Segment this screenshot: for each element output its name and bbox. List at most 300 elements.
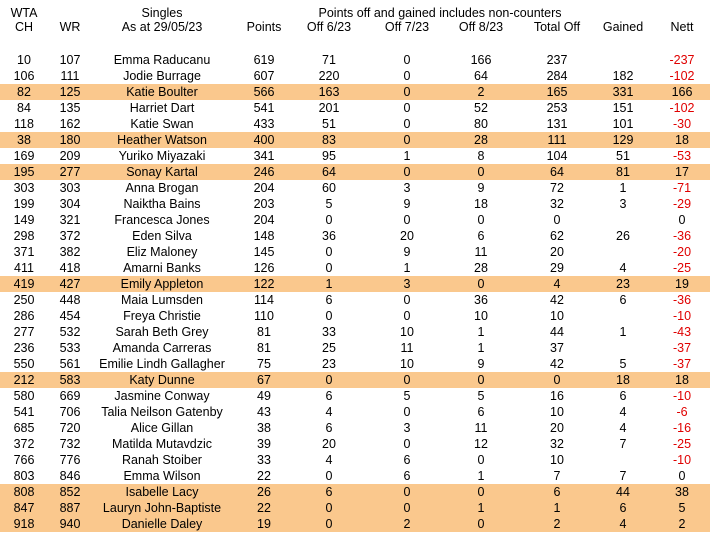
table-row [0,388,710,404]
cell-gained: 44 [616,485,630,499]
cell-wr: 135 [59,101,81,115]
cell-nett: 0 [678,213,686,227]
header-off-6: Off 6/23 [306,20,352,34]
cell-wta-ch: 766 [13,453,35,467]
table-row [0,436,710,452]
cell-player: Heather Watson [117,133,207,147]
cell-nett: 5 [678,501,686,515]
cell-off-6: 1 [325,277,333,291]
cell-off-7: 3 [403,277,411,291]
cell-wr: 532 [59,325,81,339]
cell-off-6: 0 [325,309,333,323]
cell-off-8: 1 [477,469,485,483]
table-row [0,180,710,196]
cell-off-6: 60 [322,181,336,195]
cell-off-6: 20 [322,437,336,451]
cell-off-7: 0 [403,117,411,131]
cell-total-off: 2 [553,517,561,531]
cell-off-6: 4 [325,405,333,419]
cell-gained: 182 [612,69,634,83]
cell-total-off: 165 [546,85,568,99]
cell-off-7: 2 [403,517,411,531]
header-ch: CH [14,20,34,34]
cell-wr: 448 [59,293,81,307]
cell-points: 114 [254,293,274,307]
cell-player: Talia Neilson Gatenby [101,405,223,419]
table-row [0,484,710,500]
cell-wr: 162 [59,117,81,131]
cell-wr: 887 [59,501,81,515]
cell-nett: -36 [672,229,692,243]
cell-off-8: 10 [474,309,488,323]
header-super: Points off and gained includes non-counters [318,6,562,20]
cell-gained: 151 [612,101,634,115]
cell-gained: 4 [619,421,627,435]
cell-points: 110 [254,309,274,323]
cell-off-7: 1 [403,149,411,163]
cell-nett: 17 [675,165,689,179]
cell-wta-ch: 84 [17,101,31,115]
cell-nett: 38 [675,485,689,499]
table-row [0,244,710,260]
cell-total-off: 32 [550,437,564,451]
cell-off-8: 11 [474,421,488,435]
cell-points: 19 [257,517,271,531]
cell-wr: 776 [59,453,81,467]
cell-gained: 18 [616,373,630,387]
cell-wta-ch: 286 [13,309,35,323]
cell-wr: 583 [59,373,81,387]
table-row [0,164,710,180]
cell-player: Amarni Banks [123,261,201,275]
cell-off-8: 6 [477,229,485,243]
cell-gained: 6 [619,501,627,515]
cell-nett: 18 [675,373,689,387]
cell-off-8: 28 [474,261,488,275]
cell-player: Yuriko Miyazaki [118,149,206,163]
cell-off-7: 0 [403,405,411,419]
cell-off-7: 10 [400,325,414,339]
cell-player: Maia Lumsden [121,293,203,307]
cell-off-7: 20 [400,229,414,243]
cell-nett: -53 [672,149,692,163]
cell-player: Ranah Stoiber [122,453,202,467]
cell-off-8: 8 [477,149,485,163]
table-row [0,308,710,324]
cell-gained: 4 [619,517,627,531]
table-row [0,100,710,116]
table-row [0,260,710,276]
cell-wta-ch: 199 [13,197,35,211]
cell-off-7: 10 [400,357,414,371]
cell-off-7: 1 [403,261,411,275]
cell-nett: 0 [678,469,686,483]
cell-nett: 19 [675,277,689,291]
cell-off-6: 0 [325,469,333,483]
cell-off-7: 0 [403,165,411,179]
cell-points: 122 [253,277,275,291]
cell-off-6: 23 [322,357,336,371]
cell-off-7: 3 [403,181,411,195]
table-row [0,196,710,212]
cell-wta-ch: 847 [13,501,35,515]
header-off-7: Off 7/23 [384,20,430,34]
cell-points: 39 [257,437,271,451]
cell-points: 22 [257,501,271,515]
cell-points: 81 [257,341,271,355]
cell-off-7: 0 [403,85,411,99]
cell-off-6: 95 [322,149,336,163]
cell-wr: 125 [59,85,81,99]
table-row [0,500,710,516]
cell-total-off: 37 [550,341,564,355]
cell-player: Naiktha Bains [123,197,201,211]
cell-gained: 1 [619,181,627,195]
cell-player: Emily Appleton [120,277,204,291]
cell-points: 246 [253,165,275,179]
cell-gained: 81 [616,165,630,179]
cell-wta-ch: 38 [17,133,31,147]
cell-player: Anna Brogan [125,181,199,195]
cell-gained: 129 [612,133,634,147]
cell-off-7: 3 [403,421,411,435]
cell-wr: 107 [59,53,81,67]
cell-points: 203 [253,197,275,211]
cell-player: Eden Silva [132,229,192,243]
cell-player: Freya Christie [123,309,201,323]
cell-wta-ch: 372 [13,437,35,451]
table-row [0,68,710,84]
cell-total-off: 20 [550,421,564,435]
cell-off-6: 6 [325,421,333,435]
cell-wr: 454 [59,309,81,323]
cell-total-off: 253 [546,101,568,115]
cell-total-off: 104 [546,149,568,163]
cell-off-6: 0 [325,245,333,259]
cell-total-off: 32 [550,197,564,211]
cell-gained: 3 [619,197,627,211]
cell-wta-ch: 277 [13,325,35,339]
cell-off-7: 0 [403,485,411,499]
cell-wr: 111 [60,69,80,83]
header-singles: Singles [141,6,183,20]
cell-off-6: 51 [322,117,336,131]
cell-off-7: 5 [403,389,411,403]
cell-total-off: 10 [550,309,564,323]
player-table [0,52,710,532]
cell-points: 400 [253,133,275,147]
cell-off-7: 6 [403,453,411,467]
cell-off-8: 9 [477,181,485,195]
table-row [0,276,710,292]
cell-gained: 7 [619,437,627,451]
cell-gained [596,308,650,324]
cell-off-6: 25 [322,341,336,355]
cell-nett: 18 [675,133,689,147]
cell-off-6: 0 [325,501,333,515]
cell-total-off: 44 [550,325,564,339]
table-row [0,516,710,532]
cell-player: Emilie Lindh Gallagher [99,357,225,371]
cell-points: 22 [257,469,271,483]
cell-wr: 846 [59,469,81,483]
cell-wta-ch: 106 [13,69,35,83]
cell-gained: 51 [616,149,630,163]
cell-off-8: 52 [474,101,488,115]
cell-off-7: 0 [403,373,411,387]
cell-off-8: 18 [474,197,488,211]
table-row [0,52,710,68]
cell-off-7: 0 [403,133,411,147]
cell-wr: 669 [59,389,81,403]
cell-player: Amanda Carreras [112,341,212,355]
table-row [0,292,710,308]
cell-player: Sarah Beth Grey [115,325,209,339]
cell-gained: 7 [619,469,627,483]
cell-nett: -43 [672,325,692,339]
cell-total-off: 16 [550,389,564,403]
cell-gained [596,52,650,68]
cell-total-off: 42 [550,357,564,371]
table-row [0,420,710,436]
cell-points: 204 [253,181,275,195]
table-row [0,228,710,244]
cell-nett: -6 [676,405,688,419]
cell-off-6: 83 [322,133,336,147]
cell-off-8: 0 [477,213,485,227]
cell-player: Katie Swan [130,117,194,131]
header-total-off: Total Off [533,20,581,34]
cell-total-off: 29 [550,261,564,275]
cell-wr: 427 [59,277,81,291]
cell-off-7: 0 [403,293,411,307]
cell-points: 38 [257,421,271,435]
cell-gained [596,340,650,356]
cell-off-6: 0 [325,261,333,275]
cell-off-7: 0 [403,437,411,451]
cell-off-8: 0 [477,517,485,531]
table-row [0,324,710,340]
cell-gained: 26 [616,229,630,243]
cell-player: Katy Dunne [129,373,195,387]
cell-total-off: 10 [550,405,564,419]
cell-nett: -10 [672,389,692,403]
cell-wta-ch: 371 [13,245,35,259]
cell-player: Jasmine Conway [114,389,210,403]
cell-wta-ch: 541 [13,405,35,419]
header-wr: WR [59,20,81,34]
cell-off-8: 2 [477,85,485,99]
cell-off-8: 0 [477,485,485,499]
cell-nett: 2 [678,517,686,531]
cell-off-7: 0 [403,53,411,67]
cell-gained: 4 [619,261,627,275]
cell-nett: -71 [672,181,692,195]
cell-gained: 5 [619,357,627,371]
cell-points: 75 [257,357,271,371]
cell-off-8: 0 [477,277,485,291]
cell-points: 49 [257,389,271,403]
cell-gained: 4 [619,405,627,419]
cell-off-6: 64 [322,165,336,179]
cell-total-off: 10 [550,453,564,467]
cell-points: 81 [257,325,271,339]
cell-wta-ch: 236 [13,341,35,355]
cell-total-off: 42 [550,293,564,307]
cell-wta-ch: 298 [13,229,35,243]
cell-nett: -102 [669,101,695,115]
cell-gained: 101 [612,117,634,131]
table-row [0,468,710,484]
cell-points: 433 [253,117,275,131]
cell-off-7: 0 [403,69,411,83]
table-row [0,372,710,388]
cell-off-6: 220 [318,69,340,83]
header-off-8: Off 8/23 [458,20,504,34]
cell-points: 145 [253,245,275,259]
cell-nett: -10 [672,309,692,323]
cell-nett: -20 [672,245,692,259]
cell-off-8: 12 [474,437,488,451]
cell-wta-ch: 411 [14,261,34,275]
cell-total-off: 4 [553,277,561,291]
table-row [0,148,710,164]
cell-nett: -37 [672,341,692,355]
cell-off-6: 36 [322,229,336,243]
cell-wr: 418 [59,261,81,275]
header-points: Points [246,20,282,34]
cell-off-7: 0 [403,309,411,323]
cell-off-8: 0 [477,373,485,387]
cell-wta-ch: 212 [13,373,35,387]
cell-wr: 277 [59,165,81,179]
cell-total-off: 111 [547,133,567,147]
table-row [0,212,710,228]
cell-wr: 304 [59,197,81,211]
cell-wta-ch: 118 [14,117,34,131]
cell-gained: 6 [619,389,627,403]
cell-off-7: 9 [403,197,411,211]
cell-nett: -25 [672,261,692,275]
table-row [0,84,710,100]
cell-off-8: 166 [470,53,492,67]
cell-nett: -37 [672,357,692,371]
cell-wta-ch: 685 [13,421,35,435]
cell-points: 341 [253,149,275,163]
cell-player: Alice Gillan [130,421,194,435]
cell-total-off: 1 [553,501,561,515]
cell-wta-ch: 10 [17,53,31,67]
cell-total-off: 64 [550,165,564,179]
cell-off-8: 1 [477,501,485,515]
cell-wr: 852 [59,485,81,499]
cell-nett: 166 [671,85,693,99]
cell-total-off: 0 [553,213,561,227]
cell-player: Katie Boulter [126,85,198,99]
header-wta: WTA [10,6,38,20]
cell-points: 33 [257,453,271,467]
cell-nett: -29 [672,197,692,211]
cell-off-6: 5 [325,197,333,211]
cell-nett: -102 [669,69,695,83]
cell-off-8: 0 [477,165,485,179]
cell-player: Isabelle Lacy [125,485,199,499]
cell-gained [596,452,650,468]
cell-total-off: 237 [546,53,568,67]
cell-gained [596,212,650,228]
cell-wr: 533 [59,341,81,355]
cell-wta-ch: 803 [13,469,35,483]
cell-total-off: 0 [553,373,561,387]
cell-off-6: 6 [325,485,333,499]
cell-off-8: 6 [477,405,485,419]
cell-wta-ch: 195 [13,165,35,179]
cell-total-off: 20 [550,245,564,259]
cell-nett: -30 [672,117,692,131]
header-nett: Nett [670,20,694,34]
cell-off-8: 11 [474,245,488,259]
cell-wr: 706 [59,405,81,419]
cell-off-8: 0 [477,453,485,467]
cell-total-off: 6 [553,485,561,499]
cell-wr: 732 [59,437,81,451]
cell-wta-ch: 580 [13,389,35,403]
cell-points: 566 [253,85,275,99]
cell-points: 607 [253,69,275,83]
cell-wr: 940 [59,517,81,531]
cell-wr: 561 [59,357,81,371]
cell-nett: -10 [672,453,692,467]
cell-wr: 372 [59,229,81,243]
cell-wta-ch: 169 [13,149,35,163]
cell-points: 541 [253,101,275,115]
cell-off-8: 1 [477,325,485,339]
cell-points: 43 [257,405,271,419]
cell-off-6: 0 [325,517,333,531]
cell-off-7: 0 [403,213,411,227]
cell-points: 67 [257,373,271,387]
cell-off-8: 64 [474,69,488,83]
cell-player: Eliz Maloney [126,245,198,259]
cell-points: 204 [253,213,275,227]
cell-wta-ch: 918 [13,517,35,531]
cell-player: Harriet Dart [129,101,195,115]
cell-gained [596,244,650,260]
cell-off-8: 9 [477,357,485,371]
table-row [0,116,710,132]
cell-nett: -237 [669,53,695,67]
cell-off-8: 36 [474,293,488,307]
cell-off-6: 4 [325,453,333,467]
cell-gained: 1 [619,325,627,339]
cell-player: Danielle Daley [121,517,203,531]
cell-gained: 23 [616,277,630,291]
cell-off-6: 33 [322,325,336,339]
cell-wr: 303 [59,181,81,195]
cell-wr: 209 [59,149,81,163]
cell-off-6: 71 [322,53,336,67]
cell-wta-ch: 550 [13,357,35,371]
cell-off-7: 11 [400,341,414,355]
cell-player: Francesca Jones [114,213,210,227]
cell-off-8: 28 [474,133,488,147]
cell-total-off: 284 [546,69,568,83]
cell-wta-ch: 250 [13,293,35,307]
cell-points: 619 [253,53,275,67]
table-row [0,452,710,468]
cell-points: 148 [253,229,275,243]
cell-player: Lauryn John-Baptiste [102,501,222,515]
